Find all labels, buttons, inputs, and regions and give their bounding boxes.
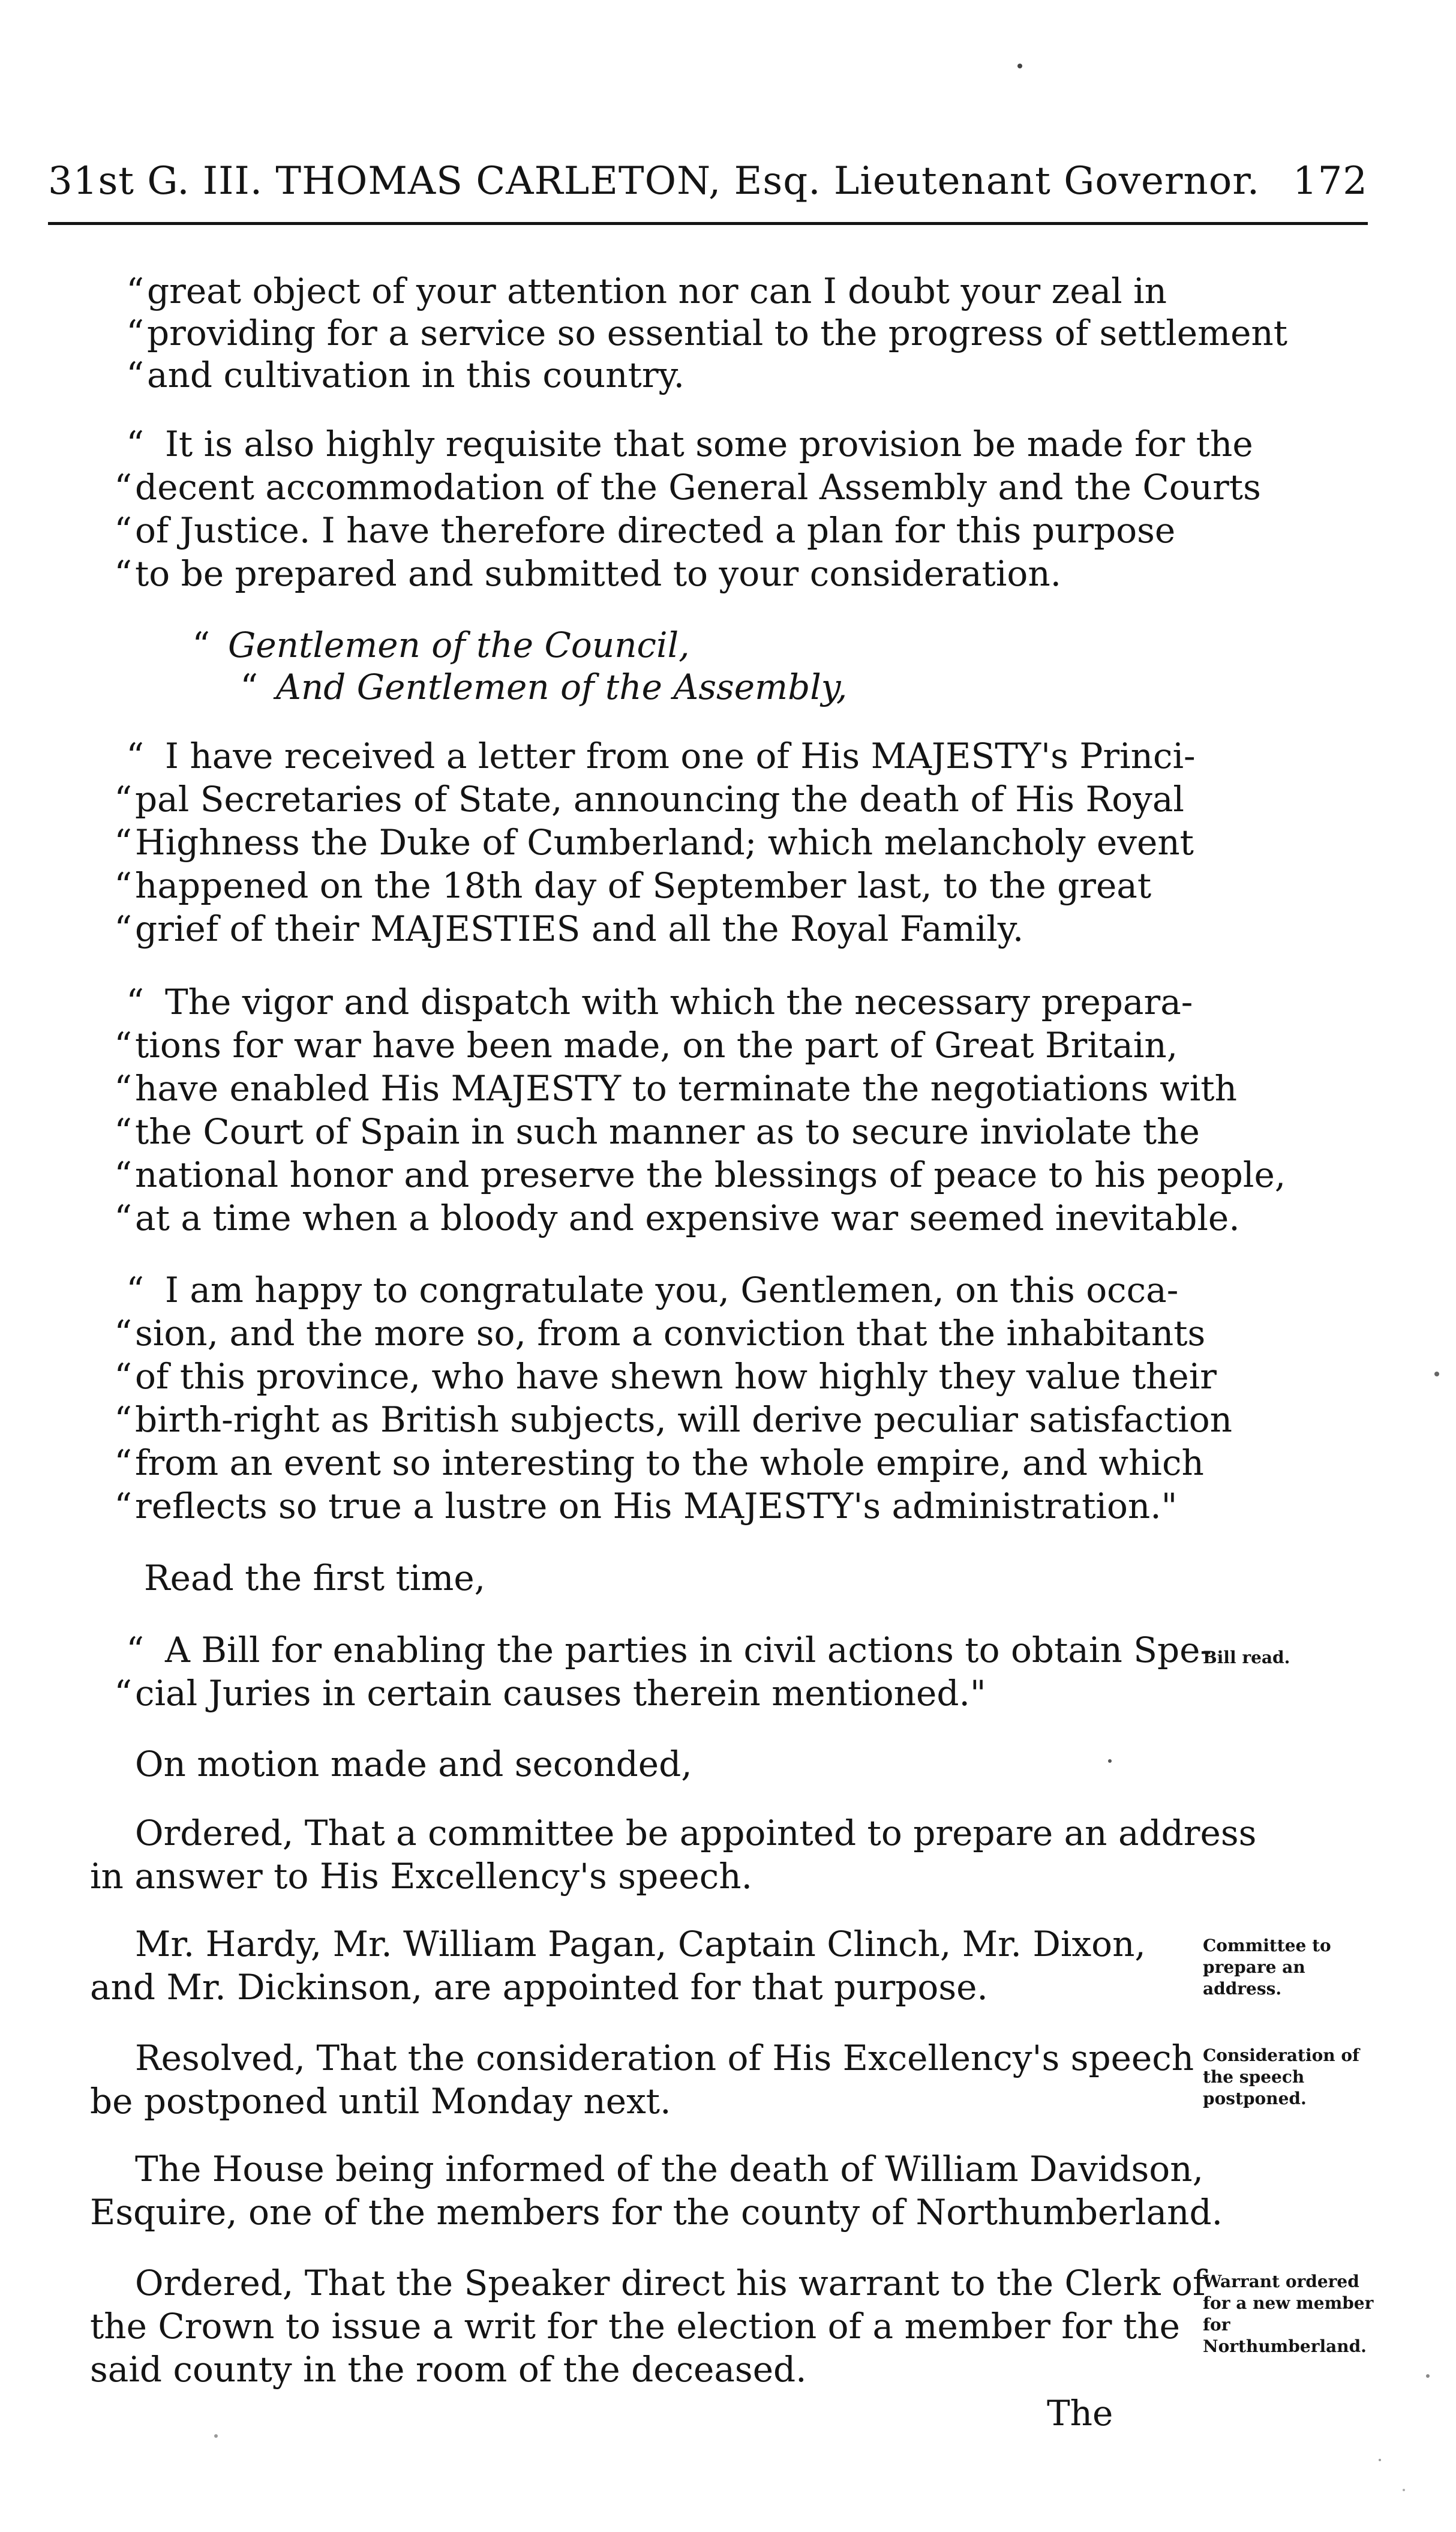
text-line: providing for a service so essential to the progress of settlement [147,313,1288,353]
text-line: national honor and preserve the blessings of peace to his people, [135,1154,1286,1195]
text-line: Highness the Duke of Cumberland; which melancholy event [135,822,1194,863]
text-line: of Justice. I have therefore directed a plan for this purpose [135,510,1176,551]
text-line: The vigor and dispatch with which the necessary prepara- [165,982,1193,1022]
quote-mark: “ [114,510,132,551]
text-line: birth-right as British subjects, will derive peculiar satisfaction [135,1399,1232,1440]
margin-note-consideration: Consideration of the speech postponed. [1203,2045,1360,2108]
page-number: 172 [1292,159,1368,203]
quote-mark: “ [114,908,132,949]
quote-mark: “ [114,1673,132,1714]
text-line: and cultivation in this country. [147,355,685,395]
quote-mark: “ [114,1356,132,1397]
house-informed-line: Esquire, one of the members for the county of Northumberland. [90,2192,1223,2233]
text-line: cial Juries in certain causes therein mentioned." [135,1673,986,1714]
committee-line: and Mr. Dickinson, are appointed for that purpose. [90,1967,988,2008]
quote-mark: “ [114,553,132,594]
resolved-line: be postponed until Monday next. [90,2081,671,2122]
quote-mark: “ [114,779,132,820]
quote-mark: “ [114,1068,132,1109]
quote-mark: “ [114,1399,132,1440]
text-line: grief of their MAJESTIES and all the Royal Family. [135,908,1024,949]
header-rule [48,222,1368,225]
quote-mark: “ [126,1630,144,1670]
quote-mark: “ [126,424,144,464]
address-assembly: And Gentlemen of the Assembly, [276,667,848,707]
quote-mark: “ [114,1313,132,1354]
quote-mark: “ [192,625,210,665]
committee-line: Mr. Hardy, Mr. William Pagan, Captain Clinch, Mr. Dixon, [135,1924,1146,1964]
quote-mark: “ [126,1270,144,1310]
text-line: decent accommodation of the General Assembly and the Courts [135,467,1261,508]
text-line: tions for war have been made, on the part of Great Britain, [135,1025,1178,1066]
quote-mark: “ [114,1025,132,1066]
ordered-address-line: Ordered, That a committee be appointed to prepare an address [135,1813,1257,1853]
quote-mark: “ [114,467,132,508]
quote-mark: “ [114,822,132,863]
quote-mark: “ [114,1154,132,1195]
ordered-warrant-line: the Crown to issue a writ for the election of a member for the [90,2306,1180,2347]
margin-note-committee: Committee to prepare an address. [1203,1936,1331,1999]
margin-note-warrant: Warrant ordered for a new member for Northumberland. [1203,2272,1374,2356]
text-line: pal Secretaries of State, announcing the death of His Royal [135,779,1184,820]
motion-line: On motion made and seconded, [135,1744,692,1784]
quote-mark: “ [114,1486,132,1526]
text-line: reflects so true a lustre on His MAJESTY's administration." [135,1486,1178,1526]
text-line: at a time when a bloody and expensive war seemed inevitable. [135,1198,1240,1238]
running-header [48,159,1368,203]
quote-mark: “ [126,736,144,776]
text-line: I am happy to congratulate you, Gentlemen, on this occa- [165,1270,1179,1310]
text-line: A Bill for enabling the parties in civil actions to obtain Spe- [165,1630,1212,1670]
quote-mark: “ [114,1111,132,1152]
text-line: sion, and the more so, from a conviction that the inhabitants [135,1313,1206,1354]
quote-mark: “ [126,355,144,395]
text-line: have enabled His MAJESTY to terminate the negotiations with [135,1068,1237,1109]
address-council: Gentlemen of the Council, [228,625,690,665]
quote-mark: “ [114,1442,132,1483]
text-line: the Court of Spain in such manner as to secure inviolate the [135,1111,1200,1152]
text-line: I have received a letter from one of His MAJESTY's Princi- [165,736,1196,776]
read-first-time: Read the first time, [144,1558,486,1598]
ordered-address-line: in answer to His Excellency's speech. [90,1856,753,1897]
quote-mark: “ [114,865,132,906]
text-line: great object of your attention nor can I doubt your zeal in [147,271,1167,311]
margin-note-bill-read: Bill read. [1203,1648,1290,1667]
quote-mark: “ [126,271,144,311]
text-line: of this province, who have shewn how highly they value their [135,1356,1217,1397]
text-line: to be prepared and submitted to your consideration. [135,553,1062,594]
text-line: It is also highly requisite that some provision be made for the [165,424,1253,464]
ordered-warrant-line: Ordered, That the Speaker direct his warrant to the Clerk of [135,2263,1206,2303]
quote-mark: “ [114,1198,132,1238]
header-title: 31st G. III. THOMAS CARLETON, Esq. Lieutenant Governor. [48,159,1260,203]
text-line: happened on the 18th day of September last, to the great [135,865,1152,906]
catchword: The [1047,2393,1113,2434]
resolved-line: Resolved, That the consideration of His Excellency's speech [135,2038,1194,2078]
quote-mark: “ [240,667,258,707]
quote-mark: “ [126,313,144,353]
text-line: from an event so interesting to the whole empire, and which [135,1442,1204,1483]
ordered-warrant-line: said county in the room of the deceased. [90,2349,807,2390]
quote-mark: “ [126,982,144,1022]
house-informed-line: The House being informed of the death of William Davidson, [135,2149,1204,2189]
